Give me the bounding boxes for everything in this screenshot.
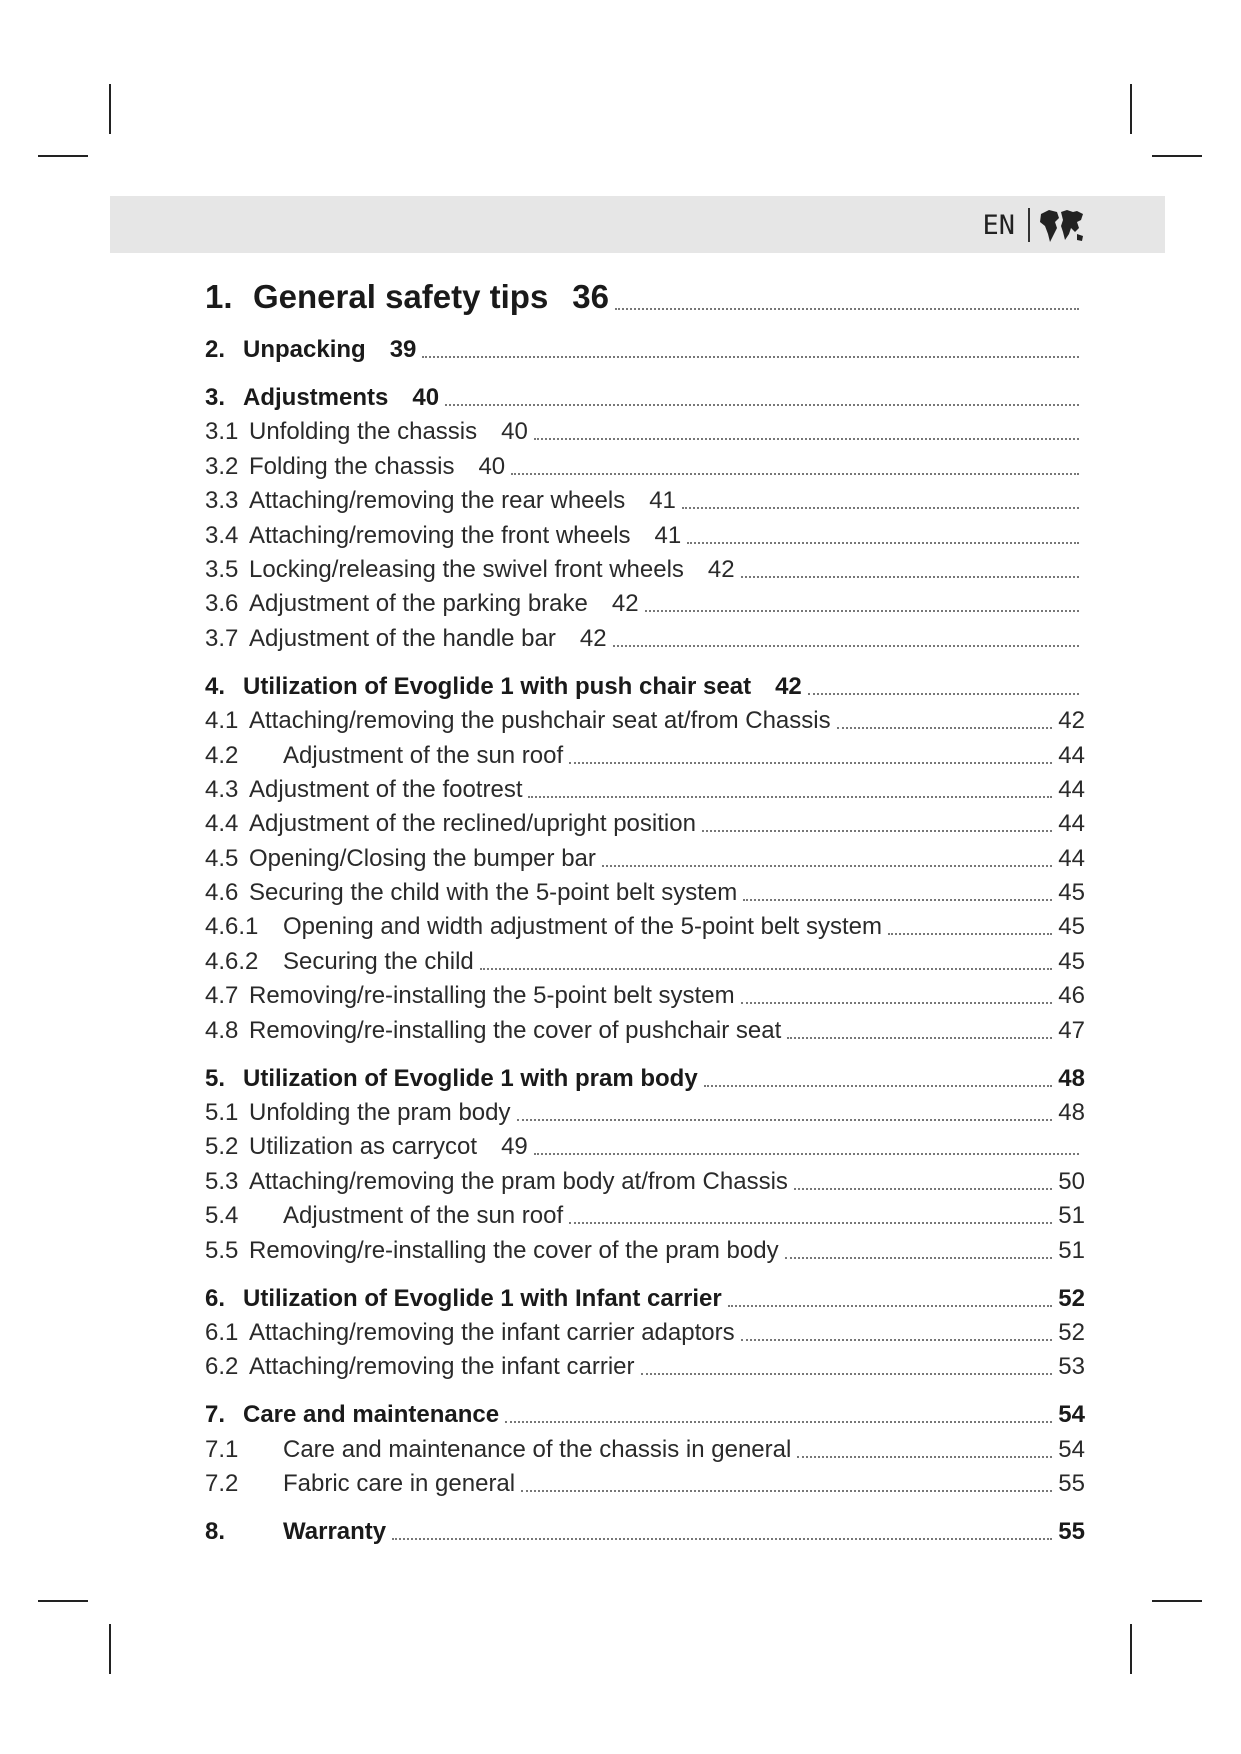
toc-entry-title: Removing/re-installing the cover of pushchair seat: [249, 1016, 782, 1044]
toc-leader-dots: [480, 968, 1053, 970]
toc-entry-title: Warranty: [283, 1518, 387, 1546]
toc-entry-page: 45: [1058, 913, 1085, 941]
toc-entry[interactable]: [205, 550, 1085, 584]
toc-entry-page: 51: [1058, 1236, 1085, 1264]
toc-entry-page: 45: [1058, 879, 1085, 907]
toc-entry[interactable]: [205, 446, 1085, 480]
toc-entry[interactable]: [205, 1381, 1085, 1429]
toc-entry-number: 3.1: [205, 418, 239, 446]
toc-entry-page: 49: [501, 1133, 528, 1161]
toc-entry-number: 4.6.1: [205, 913, 259, 941]
toc-entry-number: 3.3: [205, 487, 239, 515]
toc-entry-page: 50: [1058, 1167, 1085, 1195]
toc-entry-title: Opening/Closing the bumper bar: [249, 844, 596, 872]
toc-entry-page: 42: [1058, 707, 1085, 735]
toc-entry-number: 2.: [205, 336, 226, 363]
toc-entry-page: 54: [1058, 1435, 1085, 1463]
toc-entry-page: 48: [1058, 1099, 1085, 1127]
toc-leader-dots: [808, 693, 1079, 695]
toc-entry[interactable]: [205, 1464, 1085, 1498]
toc-leader-dots: [687, 542, 1079, 544]
toc-entry-title: Adjustment of the sun roof: [283, 741, 564, 769]
toc-entry-title: Securing the child with the 5-point belt system: [249, 879, 738, 907]
toc-entry[interactable]: [205, 873, 1085, 907]
header-band: [110, 196, 1165, 253]
toc-entry-page: 40: [501, 418, 528, 446]
toc-leader-dots: [682, 507, 1079, 509]
toc-entry-page: 47: [1058, 1016, 1085, 1044]
toc-entry-title: Fabric care in general: [283, 1470, 516, 1498]
toc-entry-page: 51: [1058, 1202, 1085, 1230]
toc-entry-page: 54: [1058, 1401, 1085, 1429]
toc-entry[interactable]: [205, 838, 1085, 872]
toc-leader-dots: [615, 308, 1079, 310]
language-code: EN: [982, 210, 1015, 241]
toc-entry[interactable]: [205, 770, 1085, 804]
crop-mark: [38, 155, 88, 157]
toc-leader-dots: [528, 796, 1052, 798]
toc-entry[interactable]: [205, 1498, 1085, 1546]
toc-entry-page: 44: [1058, 810, 1085, 838]
toc-entry[interactable]: [205, 1429, 1085, 1463]
toc-entry-title: Adjustment of the footrest: [249, 775, 523, 803]
toc-entry-title: Utilization of Evoglide 1 with Infant carrier: [243, 1284, 722, 1312]
toc-entry-page: 55: [1058, 1470, 1085, 1498]
toc-entry[interactable]: [205, 1313, 1085, 1347]
toc-leader-dots: [534, 438, 1079, 440]
toc-entry-number: 4.8: [205, 1016, 239, 1044]
toc-leader-dots: [787, 1037, 1052, 1039]
toc-entry-page: 42: [579, 624, 607, 652]
toc-leader-dots: [505, 1421, 1052, 1423]
toc-entry-title: Adjustment of the sun roof: [283, 1202, 564, 1230]
toc-entry[interactable]: [205, 1045, 1085, 1093]
toc-entry-number: 3.2: [205, 452, 239, 480]
toc-entry[interactable]: [205, 618, 1085, 652]
toc-entry-page: 44: [1058, 741, 1085, 769]
toc-entry[interactable]: [205, 701, 1085, 735]
toc-entry[interactable]: [205, 364, 1085, 412]
toc-leader-dots: [704, 1085, 1053, 1087]
toc-entry-page: 55: [1058, 1518, 1085, 1546]
toc-entry-number: 3.7: [205, 624, 239, 652]
toc-leader-dots: [741, 1339, 1053, 1341]
toc-entry-number: 4.6.2: [205, 947, 259, 975]
toc-entry-number: 3.6: [205, 590, 239, 618]
toc-entry-number: 6.1: [205, 1318, 239, 1346]
crop-mark: [38, 1600, 88, 1602]
toc-entry-page: 40: [412, 384, 440, 411]
toc-entry[interactable]: [205, 1127, 1085, 1161]
toc-entry[interactable]: [205, 515, 1085, 549]
toc-leader-dots: [422, 356, 1079, 358]
toc-entry-title: Attaching/removing the pushchair seat at/from Chassis: [249, 707, 831, 735]
toc-entry[interactable]: [205, 735, 1085, 769]
toc-entry-title: Attaching/removing the front wheels: [249, 521, 631, 549]
toc-leader-dots: [785, 1257, 1053, 1259]
toc-entry-title: Utilization of Evoglide 1 with push chair seat: [243, 672, 752, 700]
toc-entry-page: 40: [478, 452, 506, 480]
toc-entry-number: 5.: [205, 1064, 226, 1092]
toc-entry-number: 3.4: [205, 521, 239, 549]
toc-entry-number: 4.3: [205, 775, 239, 803]
toc-leader-dots: [517, 1119, 1053, 1121]
toc-entry-page: 44: [1058, 844, 1085, 872]
toc-leader-dots: [743, 899, 1052, 901]
toc-entry-title: Adjustment of the reclined/upright position: [249, 810, 696, 838]
toc-entry-title: Attaching/removing the infant carrier adaptors: [249, 1318, 735, 1346]
toc-entry-page: 52: [1058, 1318, 1085, 1346]
toc-entry-page: 41: [654, 521, 682, 549]
toc-entry[interactable]: [205, 584, 1085, 618]
toc-entry-page: 45: [1058, 947, 1085, 975]
toc-entry-number: 5.2: [205, 1133, 239, 1161]
toc-leader-dots: [641, 1373, 1053, 1375]
toc-leader-dots: [702, 830, 1052, 832]
crop-mark: [1152, 155, 1202, 157]
toc-entry[interactable]: [205, 941, 1085, 975]
toc-leader-dots: [888, 933, 1052, 935]
toc-entry-title: Utilization as carrycot: [249, 1133, 478, 1161]
toc-entry-title: Securing the child: [283, 947, 474, 975]
toc-entry-page: 42: [775, 672, 802, 700]
toc-entry-title: Attaching/removing the infant carrier: [249, 1353, 635, 1381]
crop-mark: [1130, 84, 1132, 134]
toc-entry[interactable]: [205, 1230, 1085, 1264]
toc-entry-page: 39: [389, 336, 417, 363]
toc-leader-dots: [741, 576, 1079, 578]
toc-entry[interactable]: [205, 1161, 1085, 1195]
toc-entry-number: 5.4: [205, 1202, 239, 1230]
crop-mark: [109, 84, 111, 134]
crop-mark: [1130, 1624, 1132, 1674]
toc-entry[interactable]: [205, 1196, 1085, 1230]
toc-entry-page: 52: [1058, 1284, 1085, 1312]
toc-leader-dots: [521, 1490, 1052, 1492]
toc-entry-page: 48: [1058, 1064, 1085, 1092]
toc-entry-page: 41: [649, 487, 676, 515]
toc-entry[interactable]: [205, 1265, 1085, 1313]
language-separator: [1028, 208, 1030, 242]
toc-entry-number: 1.: [205, 278, 233, 315]
toc-entry-title: Unpacking: [243, 336, 366, 363]
toc-leader-dots: [613, 645, 1079, 647]
toc-entry-number: 4.2: [205, 741, 239, 769]
toc-entry-number: 7.1: [205, 1435, 239, 1463]
toc-entry-number: 4.4: [205, 810, 239, 838]
world-map-icon: [1037, 206, 1087, 246]
toc-entry[interactable]: [205, 316, 1085, 364]
crop-mark: [1152, 1600, 1202, 1602]
toc-entry-number: 4.5: [205, 844, 239, 872]
toc-entry-page: 53: [1058, 1353, 1085, 1381]
toc-entry[interactable]: [205, 412, 1085, 446]
toc-entry-title: General safety tips: [253, 278, 549, 315]
toc-entry-title: Utilization of Evoglide 1 with pram body: [243, 1064, 698, 1092]
toc-entry-title: Removing/re-installing the 5-point belt system: [249, 982, 735, 1010]
toc-entry-title: Attaching/removing the pram body at/from Chassis: [249, 1167, 788, 1195]
toc-leader-dots: [728, 1305, 1053, 1307]
toc-entry-title: Unfolding the chassis: [249, 418, 478, 446]
toc-entry-page: 42: [611, 590, 639, 618]
toc-entry[interactable]: [205, 653, 1085, 701]
toc-entry-number: 4.: [205, 672, 226, 700]
toc-entry-page: 44: [1058, 775, 1085, 803]
toc-entry-title: Adjustments: [243, 384, 389, 411]
toc-entry[interactable]: [205, 1093, 1085, 1127]
toc-entry-title: Care and maintenance: [243, 1401, 500, 1429]
table-of-contents: [205, 262, 1085, 1546]
toc-entry-number: 4.1: [205, 707, 239, 735]
toc-leader-dots: [445, 404, 1079, 406]
toc-entry-number: 5.1: [205, 1099, 239, 1127]
toc-entry-number: 6.: [205, 1284, 226, 1312]
toc-entry-title: Opening and width adjustment of the 5-point belt system: [283, 913, 883, 941]
toc-entry-title: Adjustment of the parking brake: [249, 590, 588, 618]
toc-entry-number: 3.: [205, 384, 226, 411]
toc-entry-title: Care and maintenance of the chassis in general: [283, 1435, 792, 1463]
toc-leader-dots: [534, 1153, 1079, 1155]
toc-entry[interactable]: [205, 907, 1085, 941]
toc-leader-dots: [602, 865, 1052, 867]
toc-entry-number: 4.6: [205, 879, 239, 907]
toc-entry-number: 7.2: [205, 1470, 239, 1498]
toc-leader-dots: [569, 762, 1052, 764]
toc-entry-number: 6.2: [205, 1353, 239, 1381]
toc-entry-number: 4.7: [205, 982, 239, 1010]
toc-entry-page: 36: [572, 278, 610, 315]
toc-entry-number: 5.5: [205, 1236, 239, 1264]
toc-leader-dots: [797, 1456, 1052, 1458]
toc-entry-title: Removing/re-installing the cover of the pram body: [249, 1236, 779, 1264]
toc-leader-dots: [645, 610, 1079, 612]
toc-leader-dots: [837, 727, 1053, 729]
toc-entry[interactable]: [205, 1010, 1085, 1044]
toc-leader-dots: [794, 1188, 1052, 1190]
toc-entry[interactable]: [205, 804, 1085, 838]
toc-entry-number: 8.: [205, 1518, 226, 1546]
toc-entry-title: Adjustment of the handle bar: [249, 624, 556, 652]
toc-entry-page: 42: [707, 555, 735, 583]
toc-leader-dots: [569, 1222, 1052, 1224]
toc-leader-dots: [511, 473, 1079, 475]
toc-entry-title: Attaching/removing the rear wheels: [249, 487, 626, 515]
toc-entry-title: Folding the chassis: [249, 452, 455, 480]
toc-leader-dots: [741, 1002, 1053, 1004]
toc-entry[interactable]: [205, 262, 1085, 316]
toc-entry-title: Locking/releasing the swivel front wheels: [249, 555, 684, 583]
toc-leader-dots: [392, 1538, 1052, 1540]
toc-entry-page: 46: [1058, 982, 1085, 1010]
toc-entry[interactable]: [205, 481, 1085, 515]
toc-entry-number: 3.5: [205, 555, 239, 583]
crop-mark: [109, 1624, 111, 1674]
toc-entry[interactable]: [205, 976, 1085, 1010]
toc-entry-number: 7.: [205, 1401, 226, 1429]
toc-entry-number: 5.3: [205, 1167, 239, 1195]
toc-entry-title: Unfolding the pram body: [249, 1099, 511, 1127]
toc-entry[interactable]: [205, 1347, 1085, 1381]
